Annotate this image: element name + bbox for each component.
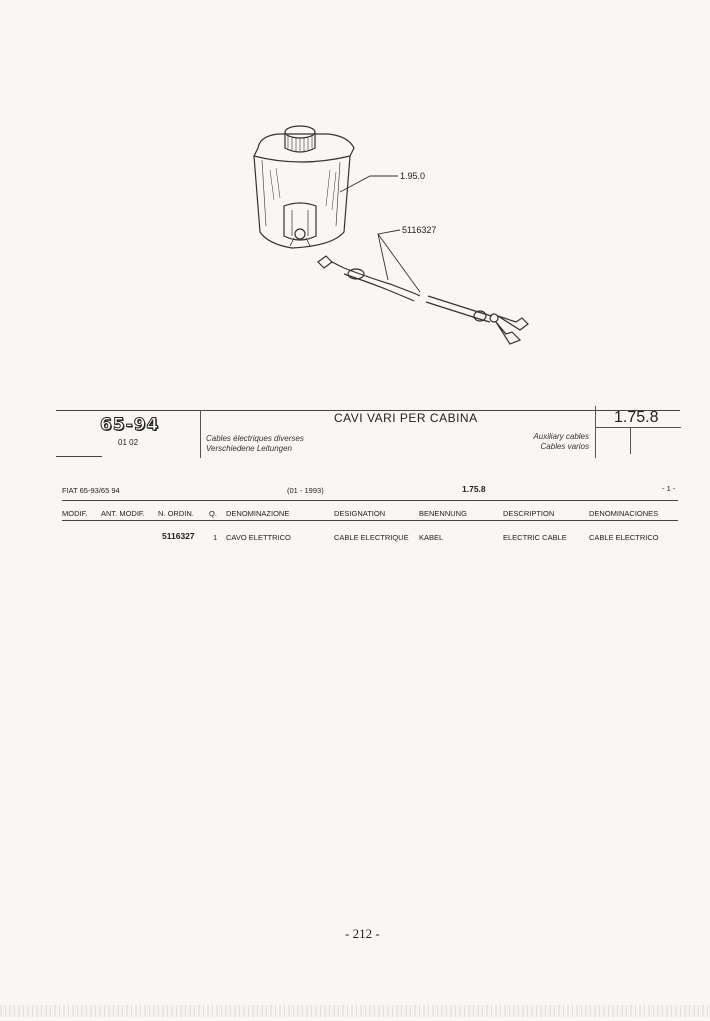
table-row xyxy=(62,528,678,544)
model-date: 01 02 xyxy=(118,438,139,447)
desc-de: KABEL xyxy=(419,533,444,542)
subtitle-en: Auxiliary cables xyxy=(533,432,589,441)
desc-fr: CABLE ELECTRIQUE xyxy=(334,533,409,542)
header-divider-1 xyxy=(200,410,201,458)
quantity: 1 xyxy=(213,533,218,542)
washer-tank-drawing xyxy=(254,126,354,248)
col-ant-modif: ANT. MODIF. xyxy=(101,509,145,518)
header-bottom-rule-left xyxy=(56,456,102,457)
col-benennung: BENENNUNG xyxy=(419,509,467,518)
header-divider-3 xyxy=(630,428,631,454)
model-badge: 65-94 xyxy=(100,415,160,435)
info-ref: 1.75.8 xyxy=(462,484,486,494)
subtitle-fr: Cables électriques diverses xyxy=(206,434,304,443)
part-number: 5116327 xyxy=(162,531,195,541)
date-label: (01 - 1993) xyxy=(287,486,324,495)
col-description: DESCRIPTION xyxy=(503,509,555,518)
subtitle-de: Verschiedene Leitungen xyxy=(206,444,292,453)
table-top-rule xyxy=(62,500,678,501)
callout-tank: 1.95.0 xyxy=(400,171,426,181)
callout-cable: 5116327 xyxy=(402,225,437,235)
desc-it: CAVO ELETTRICO xyxy=(226,533,291,542)
desc-es: CABLE ELECTRICO xyxy=(589,533,659,542)
electric-cable-drawing xyxy=(318,256,528,344)
page-number: - 212 - xyxy=(345,926,380,941)
header-divider-2 xyxy=(595,406,596,458)
info-page: - 1 - xyxy=(662,484,676,493)
col-n-ordin: N. ORDIN. xyxy=(158,509,194,518)
desc-en: ELECTRIC CABLE xyxy=(503,533,567,542)
scan-artifact-strip xyxy=(0,1005,710,1017)
ref-box-rule xyxy=(595,427,681,428)
model-label: FIAT 65-93/65 94 xyxy=(62,486,120,495)
col-denominaciones: DENOMINACIONES xyxy=(589,509,659,518)
table-header-rule xyxy=(62,520,678,521)
subtitle-es: Cables varios xyxy=(540,442,589,451)
parts-diagram xyxy=(240,110,550,360)
section-title: CAVI VARI PER CABINA xyxy=(334,411,478,425)
section-ref: 1.75.8 xyxy=(614,409,659,426)
col-denominazione: DENOMINAZIONE xyxy=(226,509,290,518)
col-qty: Q. xyxy=(209,509,217,518)
col-modif: MODIF. xyxy=(62,509,88,518)
col-designation: DESIGNATION xyxy=(334,509,386,518)
